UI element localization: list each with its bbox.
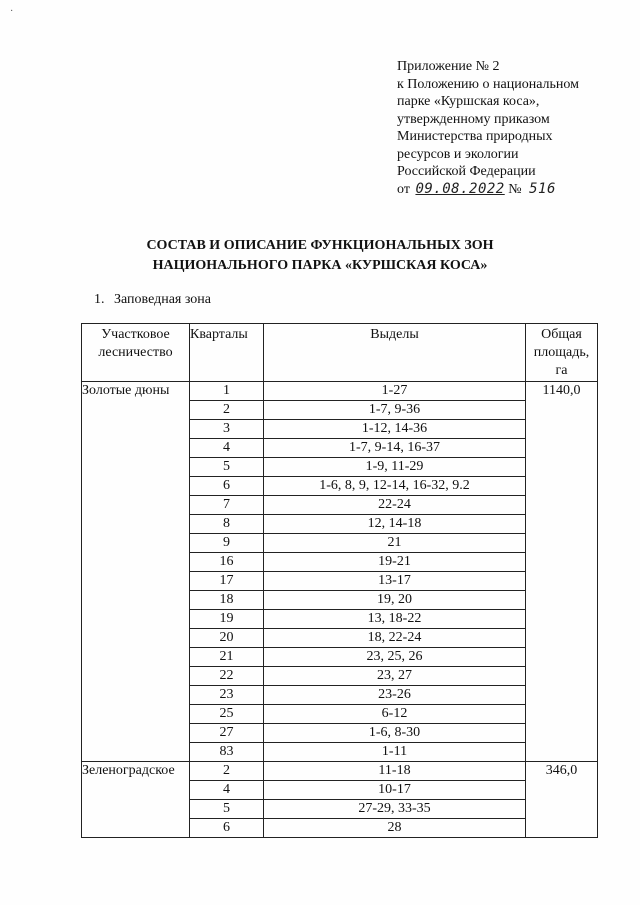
plots-cell: 12, 14-18 <box>264 515 526 534</box>
table-row <box>82 762 598 781</box>
quarter-cell: 5 <box>190 800 264 819</box>
section-number: 1. <box>94 292 105 307</box>
quarter-cell: 7 <box>190 496 264 515</box>
title-line-2: НАЦИОНАЛЬНОГО ПАРКА «КУРШСКАЯ КОСА» <box>152 258 488 273</box>
plots-cell: 11-18 <box>264 762 526 781</box>
title-line-1: СОСТАВ И ОПИСАНИЕ ФУНКЦИОНАЛЬНЫХ ЗОН <box>146 238 494 253</box>
plots-cell: 10-17 <box>264 781 526 800</box>
quarter-cell: 20 <box>190 629 264 648</box>
appendix-line: Российской Федерации <box>397 164 536 179</box>
header-quarters: Кварталы <box>190 324 264 382</box>
area-cell: 346,0 <box>526 762 598 838</box>
table-row <box>82 382 598 401</box>
table-header-row <box>82 324 598 382</box>
appendix-block <box>397 58 617 198</box>
quarter-cell: 6 <box>190 819 264 838</box>
quarter-cell: 23 <box>190 686 264 705</box>
plots-cell: 23, 27 <box>264 667 526 686</box>
quarter-cell: 19 <box>190 610 264 629</box>
appendix-line: парке «Куршская коса», <box>397 94 540 109</box>
quarter-cell: 18 <box>190 591 264 610</box>
quarter-cell: 16 <box>190 553 264 572</box>
date-prefix: от <box>397 181 410 197</box>
plots-cell: 1-6, 8-30 <box>264 724 526 743</box>
header-area: Общая площадь, га <box>526 324 598 382</box>
plots-cell: 1-9, 11-29 <box>264 458 526 477</box>
plots-cell: 27-29, 33-35 <box>264 800 526 819</box>
plots-cell: 21 <box>264 534 526 553</box>
quarter-cell: 22 <box>190 667 264 686</box>
plots-cell: 13-17 <box>264 572 526 591</box>
appendix-line: Приложение № 2 <box>397 59 500 74</box>
quarter-cell: 6 <box>190 477 264 496</box>
appendix-line: утвержденному приказом <box>397 111 550 127</box>
appendix-line: к Положению о национальном <box>397 76 579 92</box>
plots-cell: 13, 18-22 <box>264 610 526 629</box>
plots-cell: 1-27 <box>264 382 526 401</box>
appendix-line: Министерства природных <box>397 129 553 144</box>
plots-cell: 28 <box>264 819 526 838</box>
document-title <box>0 236 640 276</box>
header-plots: Выделы <box>264 324 526 382</box>
forestry-cell: Зеленоградское <box>82 762 190 838</box>
quarter-cell: 21 <box>190 648 264 667</box>
section-heading <box>94 292 211 308</box>
quarter-cell: 17 <box>190 572 264 591</box>
plots-cell: 23-26 <box>264 686 526 705</box>
quarter-cell: 25 <box>190 705 264 724</box>
zones-table <box>81 323 598 838</box>
quarter-cell: 83 <box>190 743 264 762</box>
quarter-cell: 8 <box>190 515 264 534</box>
quarter-cell: 27 <box>190 724 264 743</box>
plots-cell: 6-12 <box>264 705 526 724</box>
plots-cell: 1-6, 8, 9, 12-14, 16-32, 9.2 <box>264 477 526 496</box>
number-prefix: № <box>508 181 522 197</box>
plots-cell: 1-12, 14-36 <box>264 420 526 439</box>
handwritten-number: 516 <box>529 180 556 197</box>
plots-cell: 23, 25, 26 <box>264 648 526 667</box>
scan-mark: · <box>10 6 14 17</box>
table-body <box>82 382 598 838</box>
area-cell: 1140,0 <box>526 382 598 762</box>
plots-cell: 19, 20 <box>264 591 526 610</box>
appendix-date-line <box>397 181 617 199</box>
handwritten-date: 09.08.2022 <box>415 180 505 197</box>
plots-cell: 22-24 <box>264 496 526 515</box>
header-forestry: Участковое лесничество <box>82 324 190 382</box>
quarter-cell: 1 <box>190 382 264 401</box>
quarter-cell: 9 <box>190 534 264 553</box>
quarter-cell: 4 <box>190 781 264 800</box>
quarter-cell: 2 <box>190 762 264 781</box>
plots-cell: 18, 22-24 <box>264 629 526 648</box>
quarter-cell: 5 <box>190 458 264 477</box>
section-label: Заповедная зона <box>114 292 212 307</box>
appendix-line: ресурсов и экологии <box>397 146 519 162</box>
quarter-cell: 4 <box>190 439 264 458</box>
plots-cell: 1-7, 9-14, 16-37 <box>264 439 526 458</box>
quarter-cell: 3 <box>190 420 264 439</box>
plots-cell: 1-7, 9-36 <box>264 401 526 420</box>
plots-cell: 19-21 <box>264 553 526 572</box>
plots-cell: 1-11 <box>264 743 526 762</box>
forestry-cell: Золотые дюны <box>82 382 190 762</box>
quarter-cell: 2 <box>190 401 264 420</box>
